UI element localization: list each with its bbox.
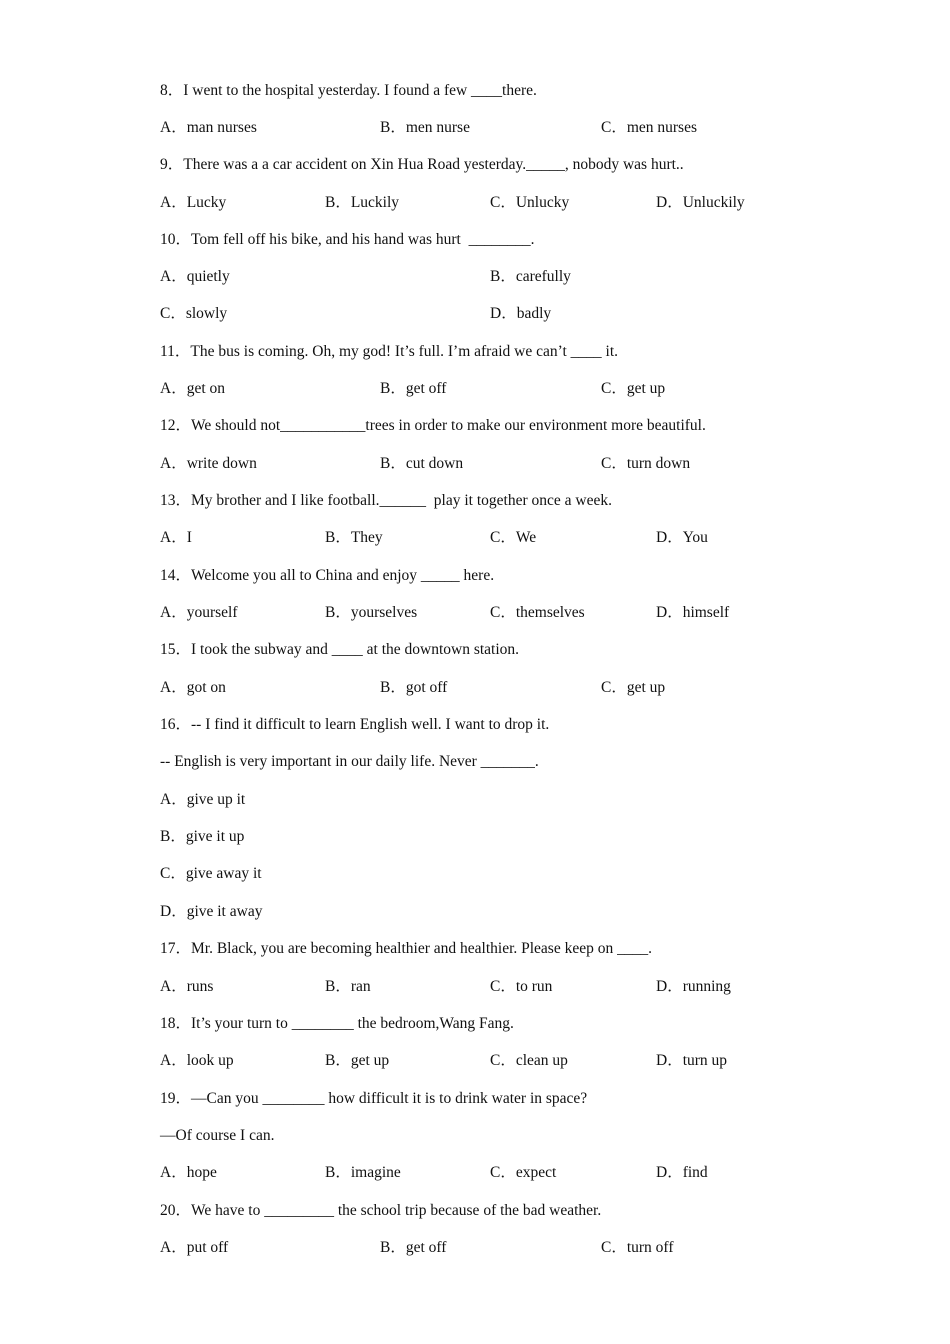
question-11-option-c[interactable]: C．get up [601, 380, 666, 397]
question-20-option-c[interactable]: C．turn off [601, 1239, 674, 1256]
question-12-option-c[interactable]: C．turn down [601, 455, 691, 472]
question-18-option-c[interactable]: C．clean up [490, 1052, 568, 1069]
question-20-stem: 20．We have to _________ the school trip because of the bad weather. [160, 1202, 602, 1219]
question-12-option-a[interactable]: A．write down [160, 455, 257, 472]
question-8-option-a[interactable]: A．man nurses [160, 119, 257, 136]
question-17-option-b[interactable]: B．ran [325, 978, 371, 995]
question-15-stem: 15．I took the subway and ____ at the downtown station. [160, 641, 520, 658]
question-18-option-a[interactable]: A．look up [160, 1052, 234, 1069]
question-12-option-b[interactable]: B．cut down [380, 455, 464, 472]
question-20-option-a[interactable]: A．put off [160, 1239, 229, 1256]
question-11-option-a[interactable]: A．get on [160, 380, 226, 397]
question-19-stem-reply: —Of course I can. [160, 1127, 275, 1144]
question-13-option-a[interactable]: A．I [160, 529, 192, 546]
question-13-option-c[interactable]: C．We [490, 529, 537, 546]
question-17-option-a[interactable]: A．runs [160, 978, 214, 995]
question-19-stem: 19．—Can you ________ how difficult it is to drink water in space? [160, 1090, 588, 1107]
question-14-option-a[interactable]: A．yourself [160, 604, 238, 621]
question-13-option-d[interactable]: D．You [656, 529, 708, 546]
question-16-stem: 16．-- I find it difficult to learn English well. I want to drop it. [160, 716, 550, 733]
question-17-option-c[interactable]: C．to run [490, 978, 553, 995]
question-9-stem: 9．There was a a car accident on Xin Hua Road yesterday._____, nobody was hurt.. [160, 156, 684, 173]
question-17-option-d[interactable]: D．running [656, 978, 731, 995]
question-10-option-a[interactable]: A．quietly [160, 268, 230, 285]
question-19-option-c[interactable]: C．expect [490, 1164, 557, 1181]
question-8-option-b[interactable]: B．men nurse [380, 119, 470, 136]
question-19-option-d[interactable]: D．find [656, 1164, 708, 1181]
question-16-option-d[interactable]: D．give it away [160, 903, 263, 920]
question-12-stem: 12．We should not___________trees in order to make our environment more beautiful. [160, 417, 706, 434]
question-15-option-a[interactable]: A．got on [160, 679, 226, 696]
question-9-option-d[interactable]: D．Unluckily [656, 194, 745, 211]
question-18-option-d[interactable]: D．turn up [656, 1052, 728, 1069]
question-16-stem-reply: -- English is very important in our daily life. Never _______. [160, 753, 539, 770]
question-16-option-a[interactable]: A．give up it [160, 791, 246, 808]
question-10-option-b[interactable]: B．carefully [490, 268, 571, 285]
question-18-option-b[interactable]: B．get up [325, 1052, 390, 1069]
question-9-option-a[interactable]: A．Lucky [160, 194, 227, 211]
question-14-option-b[interactable]: B．yourselves [325, 604, 418, 621]
question-10-stem: 10．Tom fell off his bike, and his hand was hurt ________. [160, 231, 535, 248]
question-15-option-c[interactable]: C．get up [601, 679, 666, 696]
question-19-option-a[interactable]: A．hope [160, 1164, 217, 1181]
question-19-option-b[interactable]: B．imagine [325, 1164, 401, 1181]
question-16-option-b[interactable]: B．give it up [160, 828, 245, 845]
question-9-option-c[interactable]: C．Unlucky [490, 194, 570, 211]
question-10-option-c[interactable]: C．slowly [160, 305, 228, 322]
question-17-stem: 17．Mr. Black, you are becoming healthier and healthier. Please keep on ____. [160, 940, 652, 957]
question-14-stem: 14．Welcome you all to China and enjoy _____ here. [160, 567, 495, 584]
question-15-option-b[interactable]: B．got off [380, 679, 448, 696]
question-14-option-d[interactable]: D．himself [656, 604, 730, 621]
question-14-option-c[interactable]: C．themselves [490, 604, 585, 621]
question-13-option-b[interactable]: B．They [325, 529, 383, 546]
question-18-stem: 18．It’s your turn to ________ the bedroom,Wang Fang. [160, 1015, 514, 1032]
question-9-option-b[interactable]: B．Luckily [325, 194, 400, 211]
question-8-stem: 8．I went to the hospital yesterday. I found a few ____there. [160, 82, 537, 99]
question-16-option-c[interactable]: C．give away it [160, 865, 262, 882]
question-11-option-b[interactable]: B．get off [380, 380, 447, 397]
question-11-stem: 11．The bus is coming. Oh, my god! It’s full. I’m afraid we can’t ____ it. [160, 343, 619, 360]
question-10-option-d[interactable]: D．badly [490, 305, 552, 322]
question-20-option-b[interactable]: B．get off [380, 1239, 447, 1256]
question-8-option-c[interactable]: C．men nurses [601, 119, 698, 136]
question-13-stem: 13．My brother and I like football.______ play it together once a week. [160, 492, 612, 509]
